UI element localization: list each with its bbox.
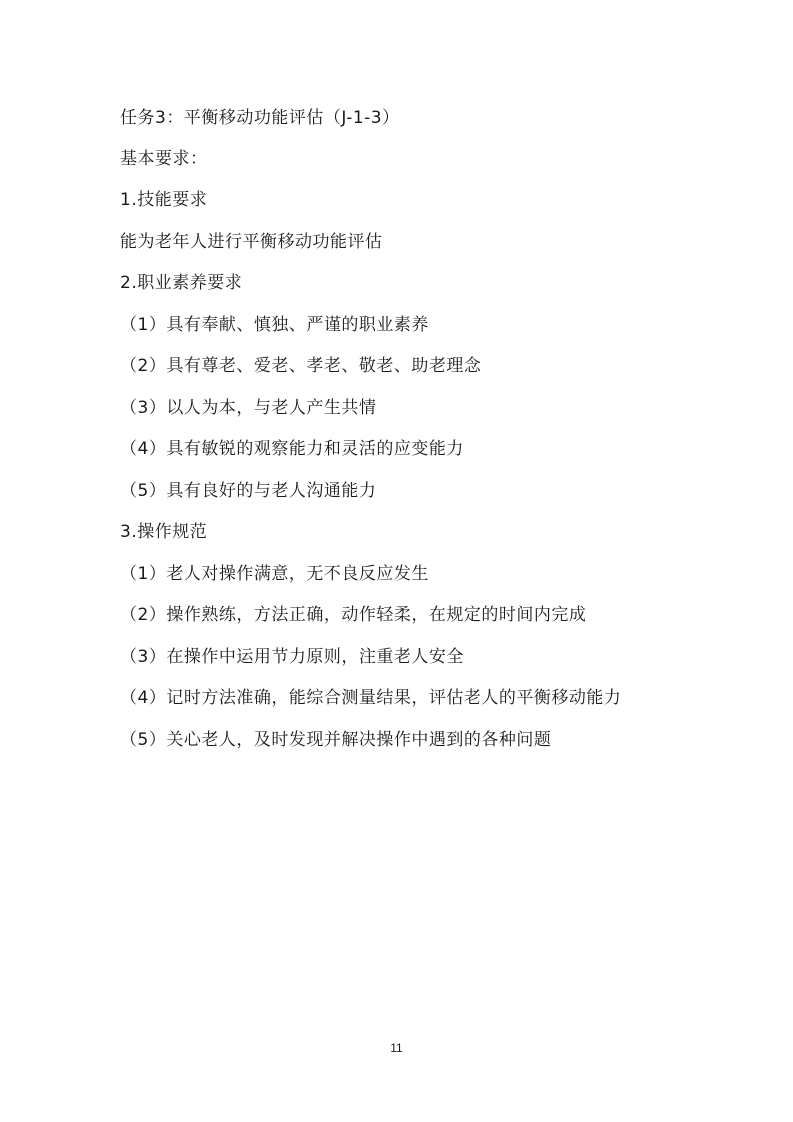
task-title: 任务3：平衡移动功能评估（J-1-3）: [120, 108, 400, 128]
list-item-operation-5: （5）关心老人，及时发现并解决操作中遇到的各种问题: [120, 730, 552, 750]
paragraph-skill: 能为老年人进行平衡移动功能评估: [120, 232, 383, 252]
list-item-operation-3: （3）在操作中运用节力原则，注重老人安全: [120, 647, 464, 667]
heading-skill-requirements: 1.技能要求: [120, 190, 208, 210]
list-item-operation-1: （1）老人对操作满意，无不良反应发生: [120, 564, 429, 584]
list-item-quality-4: （4）具有敏锐的观察能力和灵活的应变能力: [120, 439, 464, 459]
page-number: 11: [390, 1041, 403, 1055]
list-item-quality-5: （5）具有良好的与老人沟通能力: [120, 481, 377, 501]
heading-operation-standards: 3.操作规范: [120, 522, 208, 542]
list-item-quality-1: （1）具有奉献、慎独、严谨的职业素养: [120, 315, 429, 335]
list-item-quality-2: （2）具有尊老、爱老、孝老、敬老、助老理念: [120, 356, 482, 376]
section-basic-requirements: 基本要求：: [120, 149, 208, 169]
list-item-operation-4: （4）记时方法准确，能综合测量结果，评估老人的平衡移动能力: [120, 688, 622, 708]
heading-professional-qualities: 2.职业素养要求: [120, 273, 243, 293]
list-item-operation-2: （2）操作熟练，方法正确，动作轻柔，在规定的时间内完成: [120, 605, 587, 625]
list-item-quality-3: （3）以人为本，与老人产生共情: [120, 398, 377, 418]
